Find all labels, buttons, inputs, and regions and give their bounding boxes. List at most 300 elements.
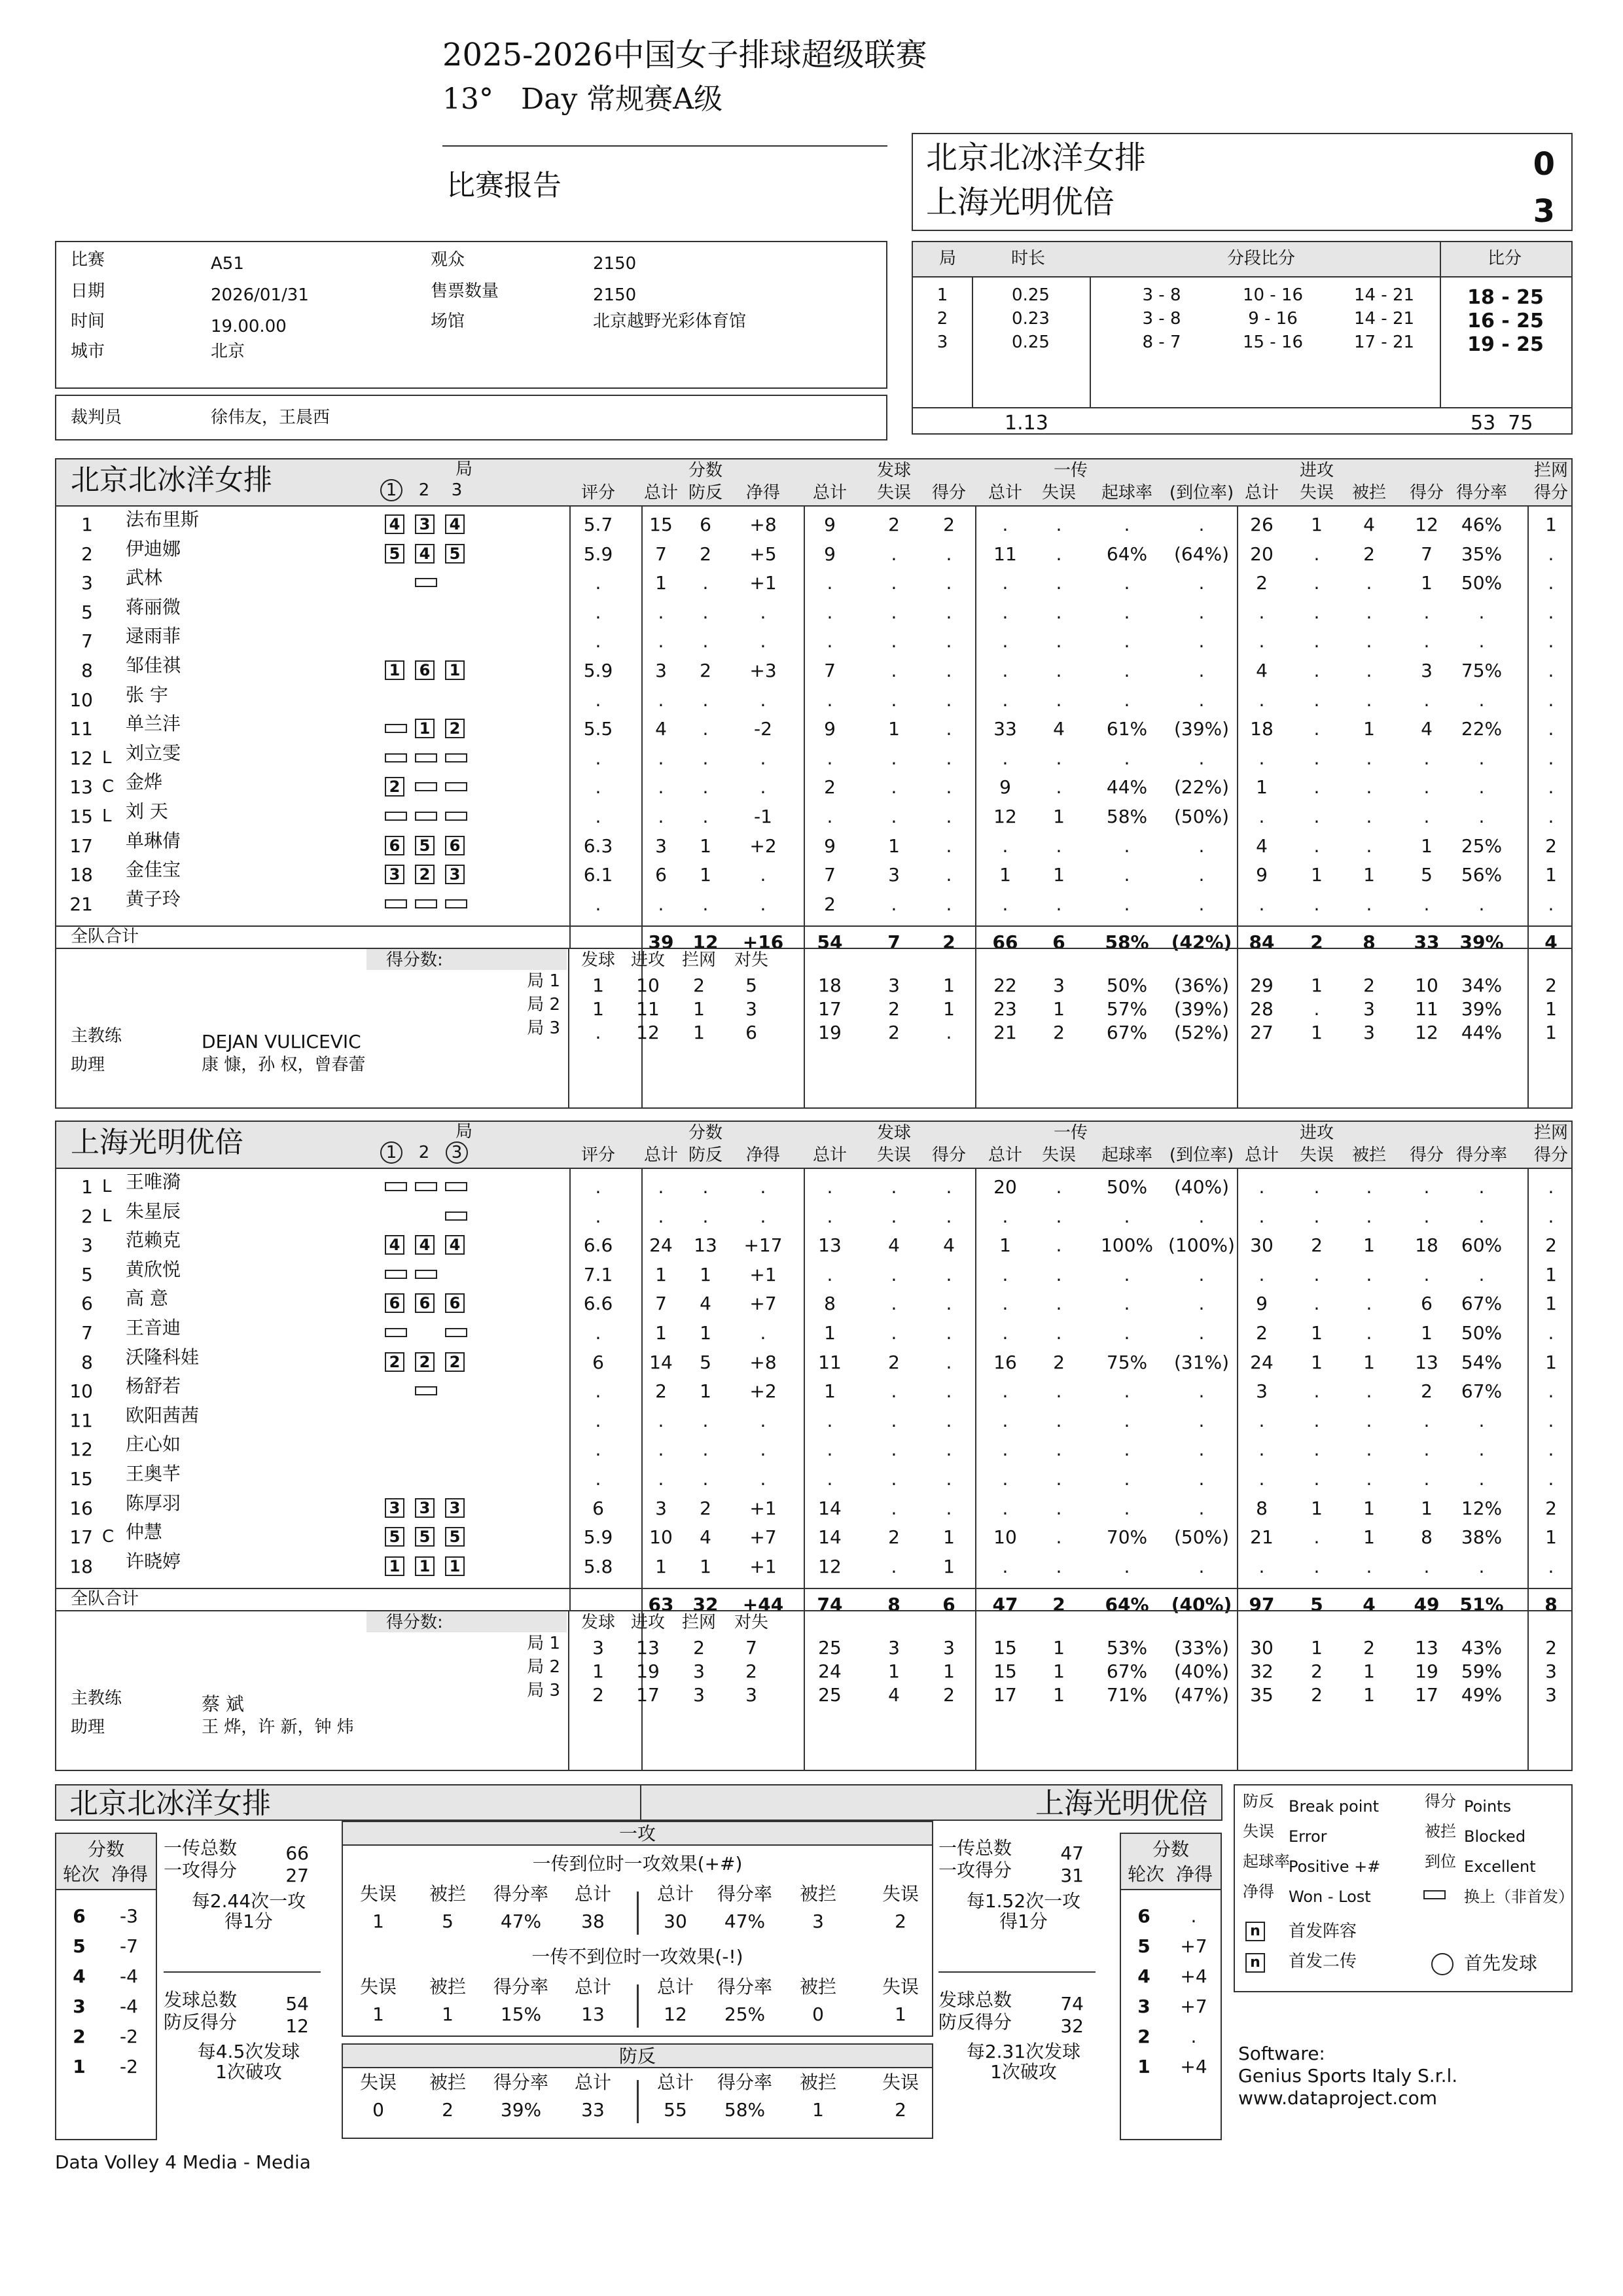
player-number: 7 (81, 1322, 93, 1344)
stat-cell: . (891, 1468, 897, 1490)
stat-cell: . (595, 1206, 601, 1227)
info-value-match: A51 (211, 254, 244, 274)
stat-cell: (50%) (1173, 1526, 1230, 1548)
col-header: 被拦 (1351, 1145, 1386, 1165)
set-final-score: 16 - 25 (1467, 310, 1544, 332)
set-number: 3 (936, 332, 948, 352)
stat-cell: . (827, 630, 833, 652)
duration-header: 时长 (1011, 249, 1046, 268)
stat-cell: . (946, 1380, 952, 1402)
stat-cell: 1 (700, 1322, 711, 1344)
substitute-marker (415, 753, 437, 762)
player-name: 法布里斯 (126, 509, 200, 530)
legend-en: Positive +# (1289, 1857, 1381, 1876)
stat-cell: . (1478, 1410, 1485, 1431)
stat-cell: . (946, 660, 952, 681)
set-stat-cell: 17 (1415, 1684, 1438, 1706)
stat-cell: 24 (1250, 1352, 1274, 1373)
col-header: 得分 (1409, 483, 1444, 503)
stat-cell: +1 (749, 1498, 777, 1519)
team-name: 北京北冰洋女排 (71, 463, 272, 497)
stat-cell: . (1258, 601, 1265, 623)
stat-cell: . (891, 660, 897, 681)
player-number: 5 (81, 1264, 93, 1285)
stat-cell: 20 (993, 1176, 1017, 1198)
stat-cell: . (891, 1176, 897, 1198)
set-header-label: 局 (455, 459, 473, 479)
first-attack-title: 一攻 (618, 1823, 656, 1844)
stat-cell: . (1548, 601, 1554, 623)
player-number: 8 (81, 1352, 93, 1373)
total-cell: 8 (887, 1594, 901, 1615)
stat-cell: . (1056, 1439, 1062, 1460)
starting-position-box (415, 660, 435, 680)
stat-cell: . (1366, 572, 1372, 594)
stat-cell: 1 (1421, 1498, 1433, 1519)
stat-cell: . (827, 1264, 833, 1285)
stat-cell: +1 (749, 1556, 777, 1577)
mid-value: 2 (442, 2099, 454, 2121)
mid-col-header: 失误 (359, 1883, 397, 1905)
starting-position: 3 (389, 1499, 401, 1517)
stat-cell: 50% (1461, 572, 1503, 594)
stat-cell: . (946, 572, 952, 594)
right-fa-points: 31 (1060, 1865, 1084, 1886)
stat-cell: 33 (993, 718, 1017, 740)
player-row (56, 1465, 1571, 1491)
legend-en2: Excellent (1464, 1857, 1536, 1876)
rot-left-col2: 净得 (111, 1863, 149, 1885)
total-cell: (42%) (1171, 931, 1232, 953)
stat-cell: . (827, 689, 833, 711)
col-header: 得分 (931, 1145, 966, 1165)
rotation-net: -3 (120, 1905, 138, 1927)
set-stat-cell: . (1313, 998, 1320, 1020)
stat-cell: . (1198, 630, 1205, 652)
right-ca-note: 每2.31次发球 1次破攻 (966, 2041, 1081, 2083)
stat-cell: . (1423, 806, 1430, 827)
set-row-label: 局 3 (527, 1681, 560, 1700)
starting-position-box (415, 1293, 435, 1313)
stat-cell: . (827, 1176, 833, 1198)
title-divider (442, 145, 887, 147)
stat-cell: . (1124, 1556, 1130, 1577)
set-stat-cell: (40%) (1173, 1660, 1230, 1682)
set-stat-cell: 1 (1363, 1684, 1375, 1706)
stat-cell: . (1478, 893, 1485, 915)
stat-cell: . (1366, 660, 1372, 681)
stat-cell: . (595, 1410, 601, 1431)
starting-position: 6 (449, 1294, 461, 1312)
rotation-number: 4 (73, 1965, 86, 1987)
stat-cell: . (595, 1439, 601, 1460)
set-duration: 0.25 (1012, 285, 1050, 305)
player-row (56, 1523, 1571, 1549)
stat-cell: . (1423, 1410, 1430, 1431)
player-name: 逯雨菲 (126, 625, 181, 647)
right-fa-points-label: 一攻得分 (938, 1859, 1012, 1881)
stat-cell: . (1478, 806, 1485, 827)
stat-cell: 8 (1256, 1498, 1268, 1519)
set-partial-3: 14 - 21 (1353, 285, 1415, 305)
neg-title: 一传不到位时一攻效果(-!) (531, 1946, 743, 1967)
player-number: 3 (81, 1234, 93, 1256)
info-label-date: 日期 (71, 281, 105, 301)
stat-cell: 2 (888, 514, 900, 535)
player-role: C (102, 1527, 115, 1547)
player-row (56, 1261, 1571, 1287)
mid-value: 0 (812, 2003, 824, 2025)
set-points-cell: 11 (636, 998, 660, 1020)
set-partial-2: 10 - 16 (1242, 285, 1304, 305)
player-name: 王奥芊 (126, 1463, 181, 1484)
player-row (56, 744, 1571, 770)
total-label: 全队合计 (71, 927, 139, 946)
set-final-score: 18 - 25 (1467, 286, 1544, 309)
starting-position-box (415, 1498, 435, 1518)
player-name: 刘 天 (126, 800, 168, 822)
player-role: L (102, 748, 112, 768)
stat-cell: 2 (824, 893, 836, 915)
stat-cell: . (1056, 572, 1062, 594)
player-name: 蒋丽微 (126, 596, 181, 618)
total-cell: 8 (1363, 931, 1376, 953)
bottom-team2-name: 上海光明优倍 (1035, 1787, 1208, 1820)
points-by-label: 得分数: (386, 950, 443, 970)
stat-cell: . (1124, 514, 1130, 535)
player-name: 高 意 (126, 1287, 168, 1309)
stat-cell: 1 (1545, 864, 1557, 886)
stat-cell: . (1548, 806, 1554, 827)
stat-cell: . (1478, 601, 1485, 623)
total-cell: 66 (992, 931, 1018, 953)
starting-position: 1 (419, 1557, 431, 1575)
stat-cell: . (1002, 1264, 1008, 1285)
set-stat-cell: 1 (1311, 1022, 1323, 1043)
starting-position-box (445, 544, 465, 564)
player-number: 2 (81, 543, 93, 565)
right-ca-points: 32 (1060, 2015, 1084, 2037)
stat-cell: . (595, 630, 601, 652)
set-number: 2 (936, 309, 948, 329)
stat-cell: . (1056, 1234, 1062, 1256)
info-label-city: 城市 (71, 342, 105, 361)
stat-cell: 5.7 (583, 514, 613, 535)
stat-cell: . (946, 1322, 952, 1344)
stat-cell: . (1313, 747, 1320, 769)
stat-cell: . (595, 747, 601, 769)
stat-cell: 5.9 (583, 1526, 613, 1548)
stat-cell: 6.3 (583, 835, 613, 857)
total-cell: +44 (742, 1594, 784, 1615)
mid-col-header: 得分率 (493, 1883, 548, 1905)
stat-cell: . (1478, 1439, 1485, 1460)
stat-cell: . (1002, 1556, 1008, 1577)
stat-cell: . (1198, 601, 1205, 623)
set-stat-cell: 21 (993, 1022, 1017, 1043)
stat-cell: 4 (943, 1234, 955, 1256)
stat-cell: +5 (749, 543, 777, 565)
starting-position-box (385, 777, 404, 797)
stat-cell: . (1002, 601, 1008, 623)
stat-cell: . (946, 776, 952, 798)
stat-cell: . (1056, 747, 1062, 769)
stat-cell: 54% (1461, 1352, 1503, 1373)
set-stat-cell: 59% (1461, 1660, 1503, 1682)
stat-cell: 60% (1461, 1234, 1503, 1256)
set-stat-cell: 44% (1461, 1022, 1503, 1043)
rotation-number: 6 (73, 1905, 86, 1927)
stat-cell: 1 (1545, 1526, 1557, 1548)
mid-value: 0 (372, 2099, 384, 2121)
stat-cell: 12% (1461, 1498, 1503, 1519)
stat-cell: . (1313, 601, 1320, 623)
stat-cell: . (827, 1468, 833, 1490)
stat-cell: . (1313, 1439, 1320, 1460)
total-cell: 2 (942, 931, 955, 953)
stat-cell: . (827, 1439, 833, 1460)
set-stat-cell: 15 (993, 1637, 1017, 1659)
left-rec-total-label: 一传总数 (164, 1837, 238, 1859)
rotation-number: 2 (73, 2026, 86, 2047)
scoreboard-team1-name: 北京北冰洋女排 (926, 139, 1147, 176)
stat-cell: 21 (1250, 1526, 1274, 1548)
player-row (56, 569, 1571, 595)
col-header: 总计 (812, 483, 847, 503)
rotation-net: -4 (120, 1996, 138, 2017)
starting-position: 6 (389, 836, 401, 855)
stat-cell: 7 (824, 660, 836, 681)
stat-cell: 12 (993, 806, 1017, 827)
player-row (56, 1231, 1571, 1257)
stat-cell: 1 (1363, 1352, 1375, 1373)
stat-cell: (31%) (1173, 1352, 1230, 1373)
set-stat-cell: 39% (1461, 998, 1503, 1020)
stat-cell: 1 (1363, 1234, 1375, 1256)
stat-cell: 6 (655, 864, 667, 886)
stat-cell: . (946, 1176, 952, 1198)
set-points-cell: 1 (693, 998, 705, 1020)
stat-cell: . (1366, 630, 1372, 652)
stat-cell: 2 (824, 776, 836, 798)
points-by-col: 进攻 (630, 950, 665, 970)
mid-value: 55 (664, 2099, 687, 2121)
player-name: 仲慧 (126, 1521, 163, 1543)
team1-stats-table (55, 458, 1573, 1109)
stat-cell: 1 (1053, 864, 1065, 886)
left-fa-points: 27 (285, 1865, 309, 1886)
legend-start1: 首发阵容 (1289, 1922, 1357, 1941)
stat-cell: . (1198, 1439, 1205, 1460)
stat-cell: 1 (1545, 1293, 1557, 1314)
starting-position: 5 (419, 836, 431, 855)
rotation-net: -2 (120, 2056, 138, 2077)
starting-position: 4 (449, 515, 461, 533)
col-header: 得分率 (1455, 1145, 1507, 1165)
set-number: 3 (451, 480, 463, 500)
stat-cell: . (1366, 1264, 1372, 1285)
stat-cell: 1 (1545, 1352, 1557, 1373)
player-row (56, 540, 1571, 566)
starting-position: 3 (419, 1499, 431, 1517)
set-points-cell: 3 (745, 1684, 757, 1706)
total-cell: 5 (1310, 1594, 1323, 1615)
starting-position: 1 (389, 661, 401, 679)
stat-cell: . (891, 572, 897, 594)
set-stat-cell: 71% (1106, 1684, 1148, 1706)
assistant-names: 康 慷，孙 权，曾春蕾 (202, 1055, 366, 1075)
rotation-net: +4 (1180, 2056, 1207, 2077)
stat-cell: 16 (993, 1352, 1017, 1373)
info-value-audience: 2150 (593, 254, 637, 274)
stat-cell: 44% (1106, 776, 1148, 798)
legend-cn: 起球率 (1243, 1852, 1290, 1871)
referee-box (55, 395, 887, 440)
stat-cell: . (1366, 835, 1372, 857)
starting-position-box (445, 1352, 465, 1372)
rotation-net: . (1190, 1905, 1197, 1927)
starting-position: 4 (449, 1236, 461, 1254)
mid-value: 1 (372, 2003, 384, 2025)
stat-cell: . (891, 1206, 897, 1227)
stat-cell: . (1548, 1322, 1554, 1344)
stat-cell: . (1313, 718, 1320, 740)
player-role: L (102, 1177, 112, 1196)
stat-cell: . (1366, 1293, 1372, 1314)
stat-cell: 1 (655, 1556, 667, 1577)
stat-cell: . (702, 1206, 709, 1227)
set-points-cell: 13 (636, 1637, 660, 1659)
page-subtitle: 13° Day 常规赛A级 (442, 82, 723, 116)
stat-cell: . (1002, 1439, 1008, 1460)
stat-cell: 10 (993, 1526, 1017, 1548)
stat-cell: . (891, 543, 897, 565)
set-stat-cell: (52%) (1173, 1022, 1230, 1043)
rotation-net: . (1190, 2026, 1197, 2047)
starting-position: 1 (389, 1557, 401, 1575)
stat-cell: . (1366, 601, 1372, 623)
starting-position: 5 (389, 545, 401, 563)
stat-cell: 4 (655, 718, 667, 740)
stat-cell: 13 (694, 1234, 717, 1256)
stat-cell: . (1198, 864, 1205, 886)
player-row (56, 1173, 1571, 1199)
stat-cell: . (946, 1293, 952, 1314)
stat-cell: . (760, 1206, 766, 1227)
player-number: 1 (81, 514, 93, 535)
mid-value: 2 (895, 1910, 906, 1932)
set-stat-cell: 13 (1415, 1637, 1438, 1659)
substitute-marker (385, 812, 407, 821)
starting-position: 6 (419, 1294, 431, 1312)
player-number: 10 (69, 689, 93, 711)
counter-attack-box (342, 2043, 933, 2139)
team2-stats-table (55, 1121, 1573, 1771)
total-cell: 84 (1249, 931, 1275, 953)
starting-position-box (445, 836, 465, 855)
mid-col-header: 被拦 (429, 2072, 466, 2093)
stat-cell: . (891, 1498, 897, 1519)
starting-position-box (385, 1556, 404, 1576)
stat-cell: . (702, 806, 709, 827)
player-name: 朱星辰 (126, 1200, 181, 1222)
stat-cell: . (1313, 572, 1320, 594)
group-header-reception: 一传 (1053, 1123, 1088, 1143)
stat-cell: . (1056, 1526, 1062, 1548)
set-stat-cell: 2 (1363, 975, 1375, 996)
stat-cell: 2 (888, 1352, 900, 1373)
stat-cell: 1 (700, 1380, 711, 1402)
player-row (56, 1202, 1571, 1229)
stat-cell: 6 (1421, 1293, 1433, 1314)
left-ca-points-label: 防反得分 (164, 2011, 238, 2033)
left-fa-note: 每2.44次一攻 得1分 (191, 1890, 306, 1932)
total-cell: 49 (1414, 1594, 1440, 1615)
total-cell: 4 (1544, 931, 1558, 953)
stat-cell: . (891, 1439, 897, 1460)
mid-value: 38 (581, 1910, 605, 1932)
stat-cell: . (1313, 806, 1320, 827)
stat-cell: . (1002, 1206, 1008, 1227)
stat-cell: . (1002, 630, 1008, 652)
stat-cell: . (760, 1468, 766, 1490)
stat-cell: 7 (655, 543, 667, 565)
substitute-marker (415, 1270, 437, 1279)
rotation-number: 1 (73, 2056, 86, 2077)
info-label-venue: 场馆 (431, 312, 465, 331)
set-stat-cell: 35 (1250, 1684, 1274, 1706)
player-number: 13 (69, 776, 93, 798)
stat-cell: 3 (1256, 1380, 1268, 1402)
stat-cell: 1 (1311, 514, 1323, 535)
stat-cell: . (1198, 1556, 1205, 1577)
stat-cell: . (1198, 1380, 1205, 1402)
stat-cell: . (1423, 1439, 1430, 1460)
starting-position: 1 (449, 1557, 461, 1575)
right-fa-note: 每1.52次一攻 得1分 (966, 1890, 1081, 1932)
set-stat-cell: 25 (818, 1637, 842, 1659)
stat-cell: 15 (649, 514, 673, 535)
points-by-col: 对失 (734, 950, 768, 970)
starting-position-box (385, 514, 404, 534)
stat-cell: . (702, 1468, 709, 1490)
stat-cell: 24 (649, 1234, 673, 1256)
stat-cell: . (946, 806, 952, 827)
stat-cell: . (1313, 1264, 1320, 1285)
set-stat-cell: 3 (1053, 975, 1065, 996)
set-stat-cell: 32 (1250, 1660, 1274, 1682)
starting-position: 2 (419, 1353, 431, 1371)
rotation-number: 4 (1137, 1965, 1150, 1987)
stat-cell: 3 (1421, 660, 1433, 681)
mid-col-header: 被拦 (799, 1883, 836, 1905)
mid-value: 13 (581, 2003, 605, 2025)
player-row (56, 627, 1571, 653)
stat-cell: . (1423, 1176, 1430, 1198)
stat-cell: 1 (1363, 1498, 1375, 1519)
rotation-number: 6 (1137, 1905, 1150, 1927)
stat-cell: +8 (749, 1352, 777, 1373)
stat-cell: 4 (1363, 514, 1375, 535)
stat-cell: . (1548, 1380, 1554, 1402)
set-points-cell: 5 (745, 975, 757, 996)
stat-cell: . (1423, 776, 1430, 798)
total-cell: 8 (1544, 1594, 1558, 1615)
total-cell: 6 (1052, 931, 1065, 953)
stat-cell: 2 (700, 1498, 711, 1519)
stat-cell: . (1124, 864, 1130, 886)
substitute-marker (385, 1328, 407, 1337)
